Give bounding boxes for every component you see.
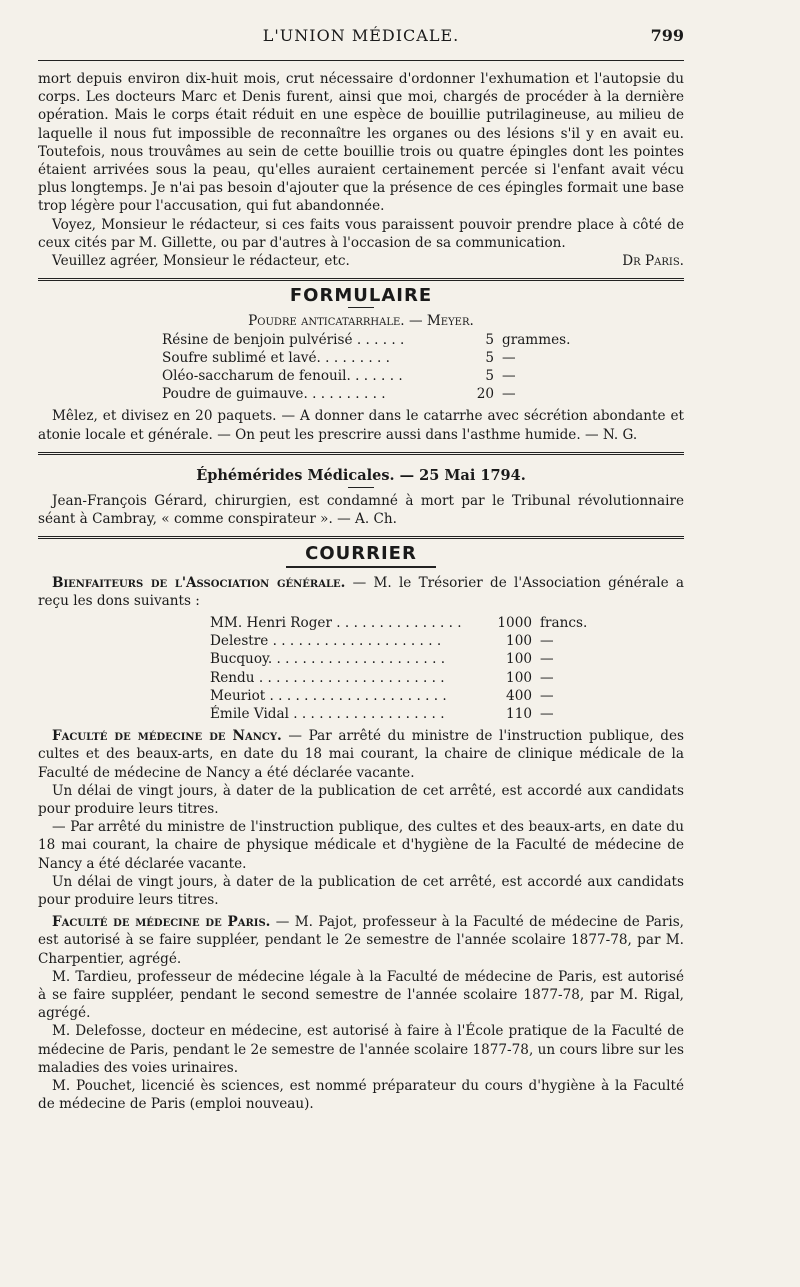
donor-unit: — (540, 633, 554, 650)
title-underline (286, 566, 436, 568)
running-title: L'UNION MÉDICALE. (262, 26, 460, 45)
donor-row (210, 669, 684, 687)
section-divider (38, 452, 684, 459)
donor-amount: 400 (506, 687, 532, 704)
nancy-delay-1: Un délai de vingt jours, à dater de la publication de cet arrêté, est accordé aux candidats pour produire leurs titres. (38, 782, 684, 817)
nancy-lead: Faculté de médecine de Nancy. (52, 728, 282, 745)
ingredient-name: Oléo-saccharum de fenouil. . . . . . . (162, 368, 403, 385)
ingredient-quantity: 5 (485, 349, 494, 366)
letter-closing-line (38, 252, 684, 270)
donor-amount: 1000 (497, 615, 532, 632)
page-number: 799 (650, 26, 684, 45)
letter-signature: Dr Paris. (622, 253, 684, 270)
donor-name: Meuriot . . . . . . . . . . . . . . . . . . . . . (210, 687, 447, 704)
tardieu-paragraph: M. Tardieu, professeur de médecine légale à la Faculté de médecine de Paris, est autorisé à se faire suppléer, pendant le second semestre de l'année scolaire 1877-78, par M. Rigal, agrégé. (38, 968, 684, 1022)
ingredient-row (162, 367, 684, 385)
section-divider (38, 536, 684, 543)
header-rule (38, 60, 684, 61)
nancy-paragraph (38, 727, 684, 782)
ingredient-quantity: 20 (476, 386, 494, 403)
ingredient-row (162, 385, 684, 403)
donor-unit: — (540, 669, 554, 686)
ephemerides-text: Jean-François Gérard, chirurgien, est condamné à mort par le Tribunal révolutionnaire séant à Cambray, « comme conspirateur ». — A. Ch. (38, 493, 684, 528)
recipe-instructions: Mêlez, et divisez en 20 paquets. — A donner dans le catarrhe avec sécrétion abondante et atonie locale et générale. — On peut les prescrire aussi dans l'asthme humide. — N. G. (38, 408, 684, 443)
title-underline (348, 307, 374, 308)
donor-list (210, 614, 684, 723)
ingredient-name: Résine de benjoin pulvérisé . . . . . . (162, 331, 405, 348)
title-underline (348, 487, 374, 488)
donor-unit: — (540, 705, 554, 722)
bienfaiteurs-text: — M. le Trésorier de l'Association générale a reçu les dons suivants : (38, 574, 685, 609)
paris-lead: Faculté de médecine de Paris. (52, 914, 271, 931)
ephemerides-title: Éphémérides Médicales. — 25 Mai 1794. (196, 466, 526, 484)
ingredient-name: Poudre de guimauve. . . . . . . . . . (162, 386, 386, 403)
donor-unit: — (540, 687, 554, 704)
pouchet-paragraph: M. Pouchet, licencié ès sciences, est nommé préparateur du cours d'hygiène à la Faculté de médecine de Paris (emploi nouveau). (38, 1078, 684, 1113)
letter-paragraph-2: Voyez, Monsieur le rédacteur, si ces faits vous paraissent pouvoir prendre place à côté de ceux cités par M. Gillette, ou par d'autres à l'occasion de sa communication. (38, 216, 684, 251)
courrier-title: COURRIER (305, 543, 417, 565)
ingredient-quantity: 5 (485, 331, 494, 348)
donor-name: Bucquoy. . . . . . . . . . . . . . . . . . . . . (210, 651, 446, 668)
bienfaiteurs-paragraph (38, 574, 684, 610)
ingredient-row (162, 331, 684, 349)
ingredient-row (162, 349, 684, 367)
ingredient-list (162, 331, 684, 404)
nancy-text: — Par arrêté du ministre de l'instruction publique, des cultes et des beaux-arts, en date du 18 mai courant, la chaire de clinique médicale de la Faculté de médecine de Nancy a été déclarée vacante. (38, 728, 684, 781)
ingredient-name: Soufre sublimé et lavé. . . . . . . . . (162, 349, 390, 366)
donor-row (210, 705, 684, 723)
letter-paragraph-1: mort depuis environ dix-huit mois, crut nécessaire d'ordonner l'exhumation et l'autopsie du corps. Les docteurs Marc et Denis furent, ainsi que moi, chargés de procéder à la dernière opération. Mais le corps était réduit en une espèce de bouillie putrilagineuse, au milieu de laquelle il nous fut impossible de reconnaître les organes ou des lésions s'il y en avait eu. Toutefois, nous trouvâmes au sein de cette bouillie trois ou quatre épingles dont les pointes étaient arrivées sous la peau, qu'elles auraient certainement percée si l'enfant avait vécu plus longtemps. Je n'ai pas besoin d'ajouter que la présence de ces épingles formait une base trop légère pour l'accusation, qui fut abandonnée. (38, 71, 684, 215)
donor-unit: — (540, 651, 554, 668)
donor-name: Delestre . . . . . . . . . . . . . . . . . . . . (210, 633, 442, 650)
donor-amount: 110 (506, 705, 532, 722)
ingredient-unit: — (502, 386, 516, 403)
donor-name: MM. Henri Roger . . . . . . . . . . . . . . . (210, 615, 462, 632)
donor-amount: 100 (506, 633, 532, 650)
ingredient-unit: — (502, 368, 516, 385)
donor-amount: 100 (506, 669, 532, 686)
page-header (38, 26, 684, 50)
ingredient-unit: grammes. (502, 331, 571, 348)
nancy-paragraph-2: — Par arrêté du ministre de l'instruction publique, des cultes et des beaux-arts, en date du 18 mai courant, la chaire de physique médicale et d'hygiène de la Faculté de médecine de Nancy a été déclarée vacante. (38, 819, 684, 872)
letter-closing: Veuillez agréer, Monsieur le rédacteur, etc. (52, 253, 350, 270)
recipe-title: Poudre anticatarrhale. — Meyer. (248, 313, 474, 330)
delefosse-paragraph: M. Delefosse, docteur en médecine, est autorisé à faire à l'École pratique de la Faculté de médecine de Paris, pendant le 2e semestre de l'année scolaire 1877-78, un cours libre sur les maladies des voies urinaires. (38, 1023, 684, 1076)
section-divider (38, 278, 684, 285)
donor-row (210, 632, 684, 650)
donor-row (210, 650, 684, 668)
ingredient-unit: — (502, 349, 516, 366)
paris-paragraph (38, 913, 684, 968)
donor-amount: 100 (506, 651, 532, 668)
paris-text: — M. Pajot, professeur à la Faculté de médecine de Paris, est autorisé à se faire suppléer, pendant le 2e semestre de l'année scolaire 1877-78, par M. Charpentier, agrégé. (38, 914, 684, 967)
donor-row (210, 687, 684, 705)
ingredient-quantity: 5 (485, 368, 494, 385)
donor-name: Rendu . . . . . . . . . . . . . . . . . . . . . . (210, 669, 445, 686)
donor-row (210, 614, 684, 632)
nancy-delay-2: Un délai de vingt jours, à dater de la publication de cet arrêté, est accordé aux candidats pour produire leurs titres. (38, 873, 684, 908)
page-body (38, 70, 684, 1113)
formulaire-title: FORMULAIRE (289, 285, 433, 307)
donor-unit: francs. (540, 615, 588, 632)
bienfaiteurs-lead: Bienfaiteurs de l'Association générale. (52, 574, 346, 591)
donor-name: Émile Vidal . . . . . . . . . . . . . . . . . . (210, 705, 445, 722)
